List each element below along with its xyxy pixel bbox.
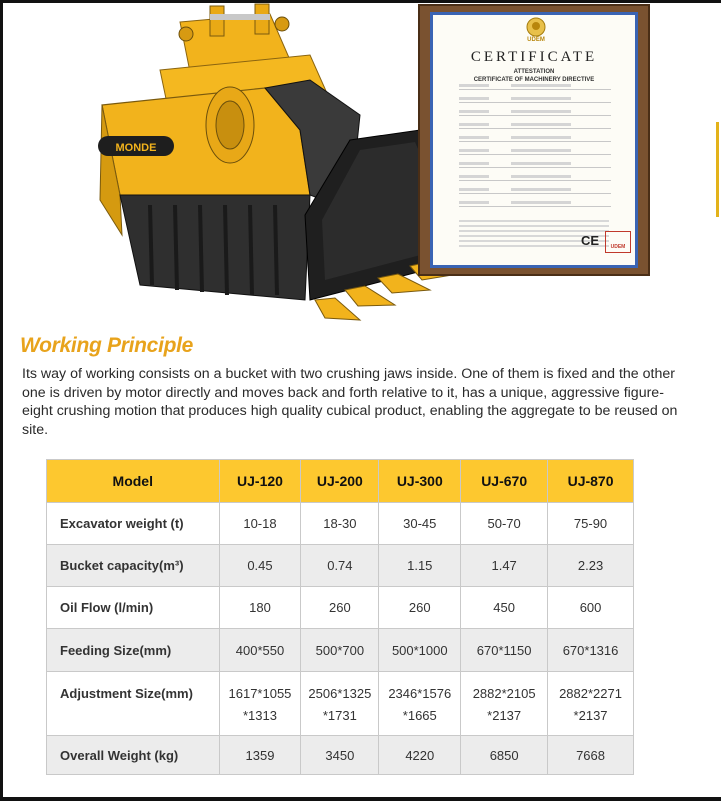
header-cell: Model <box>47 460 220 503</box>
lion-emblem-icon <box>521 17 551 37</box>
certificate-logo-text: UDEM <box>527 37 545 43</box>
header-cell: UJ-120 <box>219 460 301 503</box>
section-paragraph: Its way of working consists on a bucket with two crushing jaws inside. One of them is fixed and the other one is driven by motor directly and moves back and forth relative to it, has a unique, aggressive figure-eight crushing motion that produces high quality cubical product, enabling the aggregate to be reused on site. <box>22 366 678 439</box>
cell-line-2: *1313 <box>242 708 277 723</box>
row-label: Oil Flow (l/min) <box>47 587 220 629</box>
table-cell: 6850 <box>461 736 548 775</box>
table-row <box>47 736 634 775</box>
table-cell <box>548 672 634 736</box>
cell-line-2: *1731 <box>322 708 357 723</box>
table-row <box>47 629 634 672</box>
table-cell <box>219 672 301 736</box>
certificate-frame <box>418 4 650 276</box>
table-cell: 4220 <box>379 736 461 775</box>
table-cell: 75-90 <box>548 503 634 545</box>
table-cell: 10-18 <box>219 503 301 545</box>
table-row <box>47 503 634 545</box>
table-cell: 2.23 <box>548 545 634 587</box>
table-cell: 1.47 <box>461 545 548 587</box>
header-cell: UJ-670 <box>461 460 548 503</box>
table-cell: 7668 <box>548 736 634 775</box>
row-label: Excavator weight (t) <box>47 503 220 545</box>
certificate-subtitle: ATTESTATION <box>513 69 555 75</box>
certificate-fields <box>459 89 611 219</box>
table-cell <box>461 672 548 736</box>
cell-line-1: 2346*1576 <box>388 686 452 701</box>
table-cell: 500*700 <box>301 629 379 672</box>
table-cell: 1359 <box>219 736 301 775</box>
row-label: Overall Weight (kg) <box>47 736 220 775</box>
spec-table <box>46 459 634 775</box>
table-cell: 400*550 <box>219 629 301 672</box>
cell-line-2: *1665 <box>402 708 437 723</box>
table-cell: 450 <box>461 587 548 629</box>
row-label: Adjustment Size(mm) <box>47 672 220 736</box>
table-cell <box>379 672 461 736</box>
table-cell: 180 <box>219 587 301 629</box>
table-cell: 500*1000 <box>379 629 461 672</box>
cell-line-1: 2506*1325 <box>308 686 372 701</box>
frame-bottom-border <box>0 797 721 801</box>
table-cell: 260 <box>301 587 379 629</box>
table-cell: 1.15 <box>379 545 461 587</box>
section-heading: Working Principle <box>20 334 194 357</box>
brand-logo-text: MONDE <box>115 142 157 154</box>
table-cell: 3450 <box>301 736 379 775</box>
table-cell: 0.45 <box>219 545 301 587</box>
table-row <box>47 587 634 629</box>
table-header-row <box>47 460 634 503</box>
row-label: Bucket capacity(m³) <box>47 545 220 587</box>
cell-line-1: 2882*2271 <box>559 686 622 701</box>
header-cell: UJ-300 <box>379 460 461 503</box>
cell-line-1: 2882*2105 <box>472 686 536 701</box>
table-cell <box>301 672 379 736</box>
table-cell: 600 <box>548 587 634 629</box>
header-cell: UJ-870 <box>548 460 634 503</box>
table-cell: 30-45 <box>379 503 461 545</box>
certificate-stamp: UDEM <box>605 231 631 253</box>
table-cell: 18-30 <box>301 503 379 545</box>
table-row <box>47 672 634 736</box>
cell-line-1: 1617*1055 <box>228 686 292 701</box>
certificate-paper <box>430 12 638 268</box>
frame-left-border <box>0 0 3 801</box>
ce-mark: CE <box>581 233 600 248</box>
row-label: Feeding Size(mm) <box>47 629 220 672</box>
crusher-bucket-image <box>60 0 480 330</box>
certificate-subtitle-2: CERTIFICATE OF MACHINERY DIRECTIVE <box>473 77 595 83</box>
table-row <box>47 545 634 587</box>
cell-line-2: *2137 <box>573 708 608 723</box>
table-cell: 670*1316 <box>548 629 634 672</box>
edge-accent <box>716 122 719 217</box>
table-cell: 260 <box>379 587 461 629</box>
certificate-logo <box>521 17 551 45</box>
certificate-title: CERTIFICATE <box>470 49 598 65</box>
header-cell: UJ-200 <box>301 460 379 503</box>
cell-line-2: *2137 <box>487 708 522 723</box>
table-cell: 50-70 <box>461 503 548 545</box>
table-cell: 0.74 <box>301 545 379 587</box>
table-cell: 670*1150 <box>461 629 548 672</box>
